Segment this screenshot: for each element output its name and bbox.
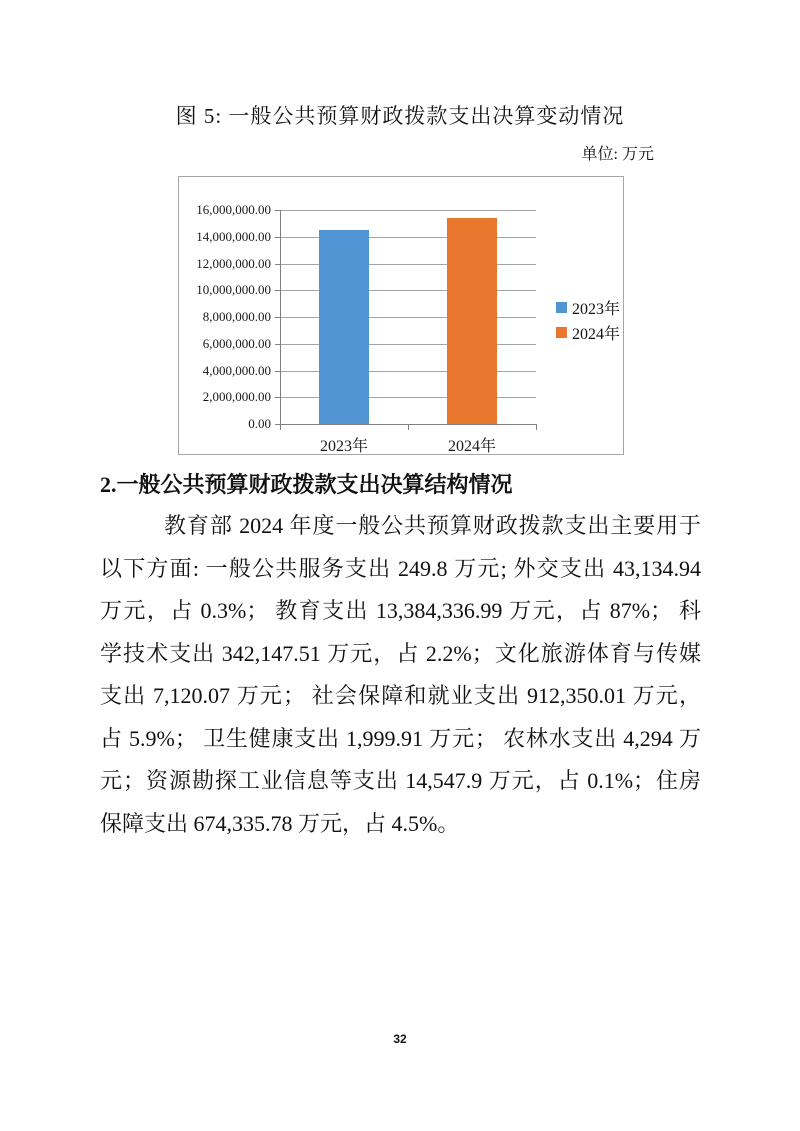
legend-item — [556, 320, 620, 345]
y-axis-tick-label: 16,000,000.00 — [196, 202, 271, 217]
x-tick-mark — [408, 425, 409, 430]
legend-item — [556, 295, 620, 320]
unit-label: 单位: 万元 — [581, 146, 654, 163]
bar-chart — [178, 176, 624, 455]
paragraph-line: 占 5.9%； 卫生健康支出 1,999.91 万元； 农林水支出 4,294 万 — [100, 725, 701, 751]
x-axis-category-label: 2024年 — [447, 438, 496, 455]
paragraph-line: 元；资源勘探工业信息等支出 14,547.9 万元，占 0.1%；住房 — [100, 768, 701, 793]
bar-2024年 — [447, 218, 497, 424]
legend-label: 2024年 — [572, 326, 621, 343]
legend-swatch-icon — [556, 302, 567, 313]
x-tick-mark — [280, 425, 281, 430]
page-number: 32 — [393, 1032, 407, 1046]
paragraph-line: 教育部 2024 年度一般公共预算财政拨款支出主要用于 — [164, 513, 701, 538]
x-axis-category-label: 2023年 — [319, 438, 368, 455]
x-tick-mark — [536, 425, 537, 430]
paragraph-line: 学技术支出 342,147.51 万元，占 2.2%；文化旅游体育与传媒 — [100, 640, 701, 666]
paragraph-line: 万元，占 0.3%； 教育支出 13,384,336.99 万元，占 87%； 科 — [100, 598, 701, 623]
legend-swatch-icon — [556, 327, 567, 338]
y-axis-tick-label: 4,000,000.00 — [202, 363, 271, 378]
y-gridline — [280, 210, 536, 211]
body-paragraph — [100, 505, 701, 845]
paragraph-line: 以下方面: 一般公共服务支出 249.8 万元; 外交支出 43,134.94 — [100, 555, 701, 581]
y-axis-tick-label: 0.00 — [248, 416, 271, 431]
paragraph-line: 保障支出 674,335.78 万元，占 4.5%。 — [100, 810, 460, 836]
y-axis-tick-label: 6,000,000.00 — [202, 336, 271, 351]
y-axis-tick-label: 14,000,000.00 — [196, 229, 271, 244]
y-axis-line — [280, 210, 281, 425]
y-axis-tick-label: 8,000,000.00 — [202, 309, 271, 324]
section-heading: 2.一般公共预算财政拨款支出决算结构情况 — [100, 472, 513, 497]
y-axis-tick-label: 10,000,000.00 — [196, 282, 271, 297]
chart-legend — [556, 295, 620, 345]
bar-2023年 — [319, 230, 369, 424]
y-axis-tick-label: 12,000,000.00 — [196, 256, 271, 271]
paragraph-line: 支出 7,120.07 万元； 社会保障和就业支出 912,350.01 万元， — [100, 683, 701, 708]
legend-label: 2023年 — [572, 301, 621, 318]
figure-title: 图 5: 一般公共预算财政拨款支出决算变动情况 — [175, 104, 625, 128]
y-axis-tick-label: 2,000,000.00 — [202, 389, 271, 404]
